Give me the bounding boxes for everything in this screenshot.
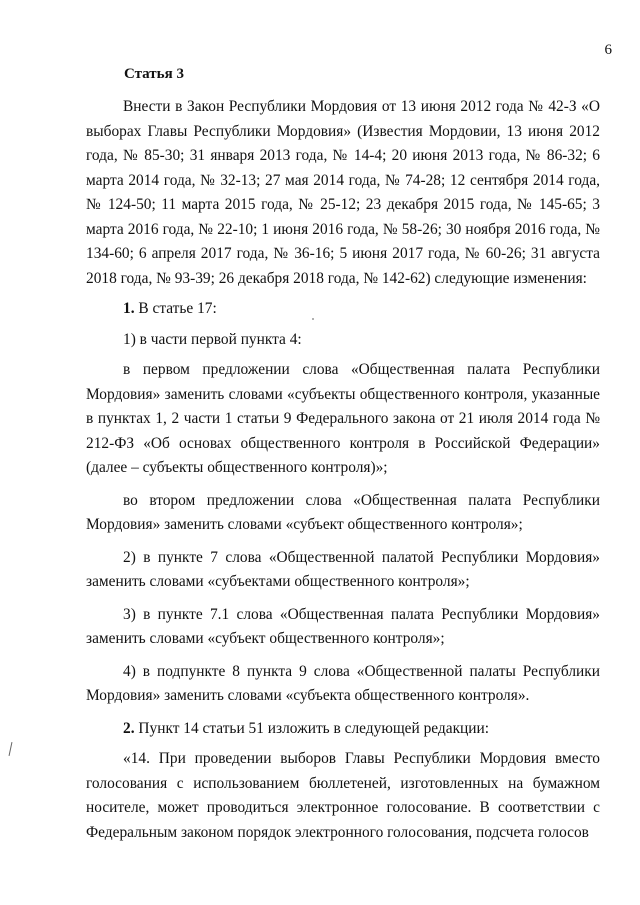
margin-scan-mark bbox=[9, 742, 13, 756]
item-2-paragraph bbox=[86, 717, 600, 742]
subitem-1b-paragraph: во втором предложении слова «Общественная палата Республики Мордовия» заменить словами «субъект общественного контроля»; bbox=[86, 491, 600, 533]
item-1-text: В статье 17: bbox=[134, 300, 217, 317]
subitem-3-paragraph: 3) в пункте 7.1 слова «Общественная палата Республики Мордовия» заменить словами «субъект общественного контроля»; bbox=[86, 605, 600, 647]
scan-speck bbox=[312, 318, 314, 320]
article-heading: Статья 3 bbox=[124, 66, 184, 82]
subitem-1a-paragraph: в первом предложении слова «Общественная палата Республики Мордовия» заменить словами «субъекты общественного контроля, указанные в пунктах 1, 2 части 1 статьи 9 Федерального закона от 21 июля 2014 года № 212-ФЗ «Об основах общественного контроля в Российской Федерации» (далее – субъекты общественного контроля)»; bbox=[86, 361, 600, 476]
item-1-paragraph bbox=[86, 297, 600, 322]
subitem-1-paragraph: 1) в части первой пункта 4: bbox=[123, 330, 302, 348]
item-2-number: 2. bbox=[123, 719, 135, 737]
page-number: 6 bbox=[604, 42, 612, 58]
subitem-2-paragraph: 2) в пункте 7 слова «Общественной палатой Республики Мордовия» заменить словами «субъектами общественного контроля»; bbox=[86, 548, 600, 590]
quoted-paragraph: «14. При проведении выборов Главы Республики Мордовия вместо голосования с использованием бюллетеней, изготовленных на бумажном носителе, может проводиться электронное голосование. В соответствии с Федеральным законом порядок электронного голосования, подсчета голосов bbox=[86, 750, 600, 841]
article-body bbox=[86, 95, 600, 845]
subitem-4-paragraph: 4) в подпункте 8 пункта 9 слова «Общественной палаты Республики Мордовия» заменить словами «субъекта общественного контроля». bbox=[86, 662, 600, 704]
item-2-text: Пункт 14 статьи 51 изложить в следующей редакции: bbox=[134, 719, 490, 737]
intro-paragraph: Внести в Закон Республики Мордовия от 13 июня 2012 года № 42-З «О выборах Главы Республики Мордовия» (Известия Мордовии, 13 июня 2012 года, № 85-30; 31 января 2013 года, № 14-4; 20 июня 2013 года, № 86-32; 6 марта 2014 года, № 32-13; 27 мая 2014 года, № 74-28; 12 сентября 2014 года, № 124-50; 11 марта 2015 года, № 25-12; 23 декабря 2015 года, № 145-65; 3 марта 2016 года, № 22-10; 1 июня 2016 года, № 58-26; 30 ноября 2016 года, № 134-60; 6 апреля 2017 года, № 36-16; 5 июня 2017 года, № 60-26; 31 августа 2018 года, № 93-39; 26 декабря 2018 года, № 142-62) следующие изменения: bbox=[86, 98, 600, 287]
item-1-number: 1. bbox=[123, 300, 135, 317]
